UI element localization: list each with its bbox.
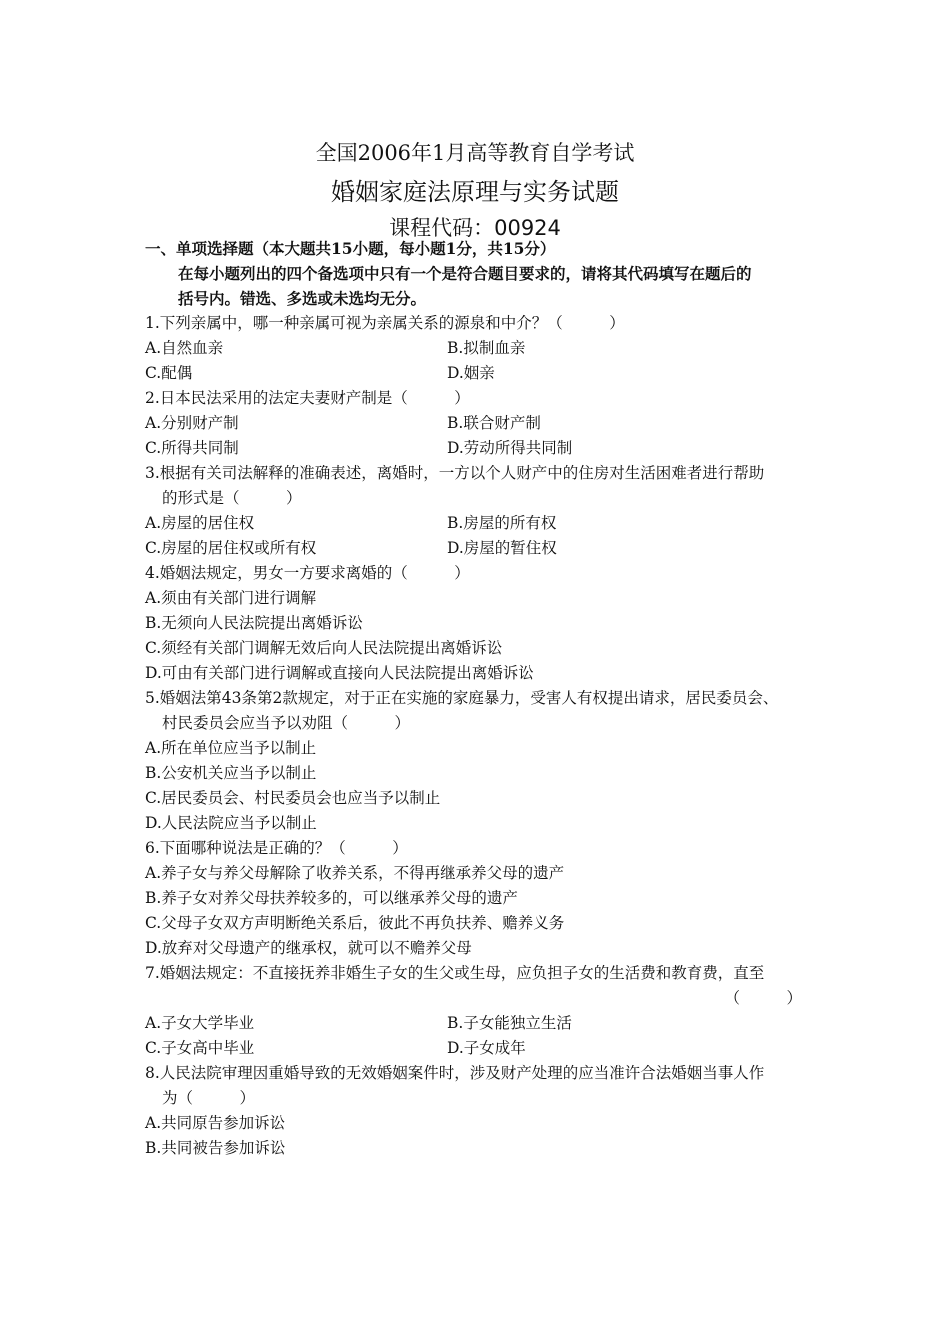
question-1-options-row-1: [145, 336, 810, 361]
question-5-stem-line-2: 村民委员会应当予以劝阻（ ）: [162, 714, 411, 732]
question-2-options-row-1: [145, 411, 810, 436]
question-6-option-d: D.放弃对父母遗产的继承权，就可以不赡养父母: [145, 939, 472, 957]
question-3-option-c: C.房屋的居住权或所有权: [145, 539, 317, 557]
question-5-stem-line-1: 5.婚姻法第43条第2款规定，对于正在实施的家庭暴力，受害人有权提出请求，居民委员会、: [145, 689, 779, 707]
question-5-option-a: A.所在单位应当予以制止: [145, 739, 317, 757]
question-4-option-b: B.无须向人民法院提出离婚诉讼: [145, 614, 363, 632]
section-heading: 一、单项选择题（本大题共15小题，每小题1分，共15分）: [145, 239, 556, 258]
question-2-stem: 2.日本民法采用的法定夫妻财产制是（ ）: [145, 389, 470, 407]
section-instruction-line-2: 括号内。错选、多选或未选均无分。: [178, 289, 427, 308]
question-8-option-a: A.共同原告参加诉讼: [145, 1114, 286, 1132]
question-8-stem-line-1: 8.人民法院审理因重婚导致的无效婚姻案件时，涉及财产处理的应当准许合法婚姻当事人作: [145, 1064, 765, 1082]
question-2-option-b: B.联合财产制: [447, 414, 541, 432]
question-6-option-c: C.父母子女双方声明断绝关系后，彼此不再负扶养、赡养义务: [145, 914, 565, 932]
course-code: 课程代码：00924: [389, 216, 561, 240]
question-6-option-b: B.养子女对养父母扶养较多的，可以继承养父母的遗产: [145, 889, 518, 907]
question-4-option-c: C.须经有关部门调解无效后向人民法院提出离婚诉讼: [145, 639, 503, 657]
question-7-options-row-2: [145, 1036, 810, 1061]
question-3-options-row-2: [145, 536, 810, 561]
question-5-option-b: B.公安机关应当予以制止: [145, 764, 317, 782]
exam-subject-title: 婚姻家庭法原理与实务试题: [331, 178, 619, 206]
question-5-option-d: D.人民法院应当予以制止: [145, 814, 317, 832]
question-3-options-row-1: [145, 511, 810, 536]
question-6-stem: 6.下面哪种说法是正确的？（ ）: [145, 839, 408, 857]
question-1-option-c: C.配偶: [145, 364, 193, 382]
question-2-option-a: A.分别财产制: [145, 414, 239, 432]
exam-title: 全国2006年1月高等教育自学考试: [315, 141, 635, 165]
question-3-option-b: B.房屋的所有权: [447, 514, 557, 532]
question-4-option-a: A.须由有关部门进行调解: [145, 589, 317, 607]
question-8-stem-line-2: 为（ ）: [162, 1089, 256, 1107]
question-3-option-a: A.房屋的居住权: [145, 514, 255, 532]
exam-content: [145, 236, 810, 1161]
question-7-stem-line-2: （ ）: [724, 989, 802, 1007]
question-7-option-b: B.子女能独立生活: [447, 1014, 572, 1032]
section-instruction-line-1: 在每小题列出的四个备选项中只有一个是符合题目要求的，请将其代码填写在题后的: [178, 264, 752, 283]
question-2-options-row-2: [145, 436, 810, 461]
question-6-option-a: A.养子女与养父母解除了收养关系，不得再继承养父母的遗产: [145, 864, 565, 882]
question-1-options-row-2: [145, 361, 810, 386]
question-4-stem: 4.婚姻法规定，男女一方要求离婚的（ ）: [145, 564, 470, 582]
question-7-option-d: D.子女成年: [447, 1039, 526, 1057]
question-4-option-d: D.可由有关部门进行调解或直接向人民法院提出离婚诉讼: [145, 664, 534, 682]
question-1-option-a: A.自然血亲: [145, 339, 224, 357]
question-3-stem-line-1: 3.根据有关司法解释的准确表述，离婚时，一方以个人财产中的住房对生活困难者进行帮助: [145, 464, 765, 482]
question-1-stem: 1.下列亲属中，哪一种亲属可视为亲属关系的源泉和中介？（ ）: [145, 314, 625, 332]
question-7-option-a: A.子女大学毕业: [145, 1014, 255, 1032]
question-1-option-d: D.姻亲: [447, 364, 495, 382]
question-7-options-row-1: [145, 1011, 810, 1036]
question-5-option-c: C.居民委员会、村民委员会也应当予以制止: [145, 789, 441, 807]
question-7-option-c: C.子女高中毕业: [145, 1039, 255, 1057]
question-3-option-d: D.房屋的暂住权: [447, 539, 557, 557]
question-3-stem-line-2: 的形式是（ ）: [162, 489, 302, 507]
question-8-option-b: B.共同被告参加诉讼: [145, 1139, 286, 1157]
question-1-option-b: B.拟制血亲: [447, 339, 526, 357]
question-2-option-c: C.所得共同制: [145, 439, 239, 457]
question-7-stem-line-1: 7.婚姻法规定：不直接抚养非婚生子女的生父或生母，应负担子女的生活费和教育费，直至: [145, 964, 765, 982]
question-2-option-d: D.劳动所得共同制: [447, 439, 573, 457]
